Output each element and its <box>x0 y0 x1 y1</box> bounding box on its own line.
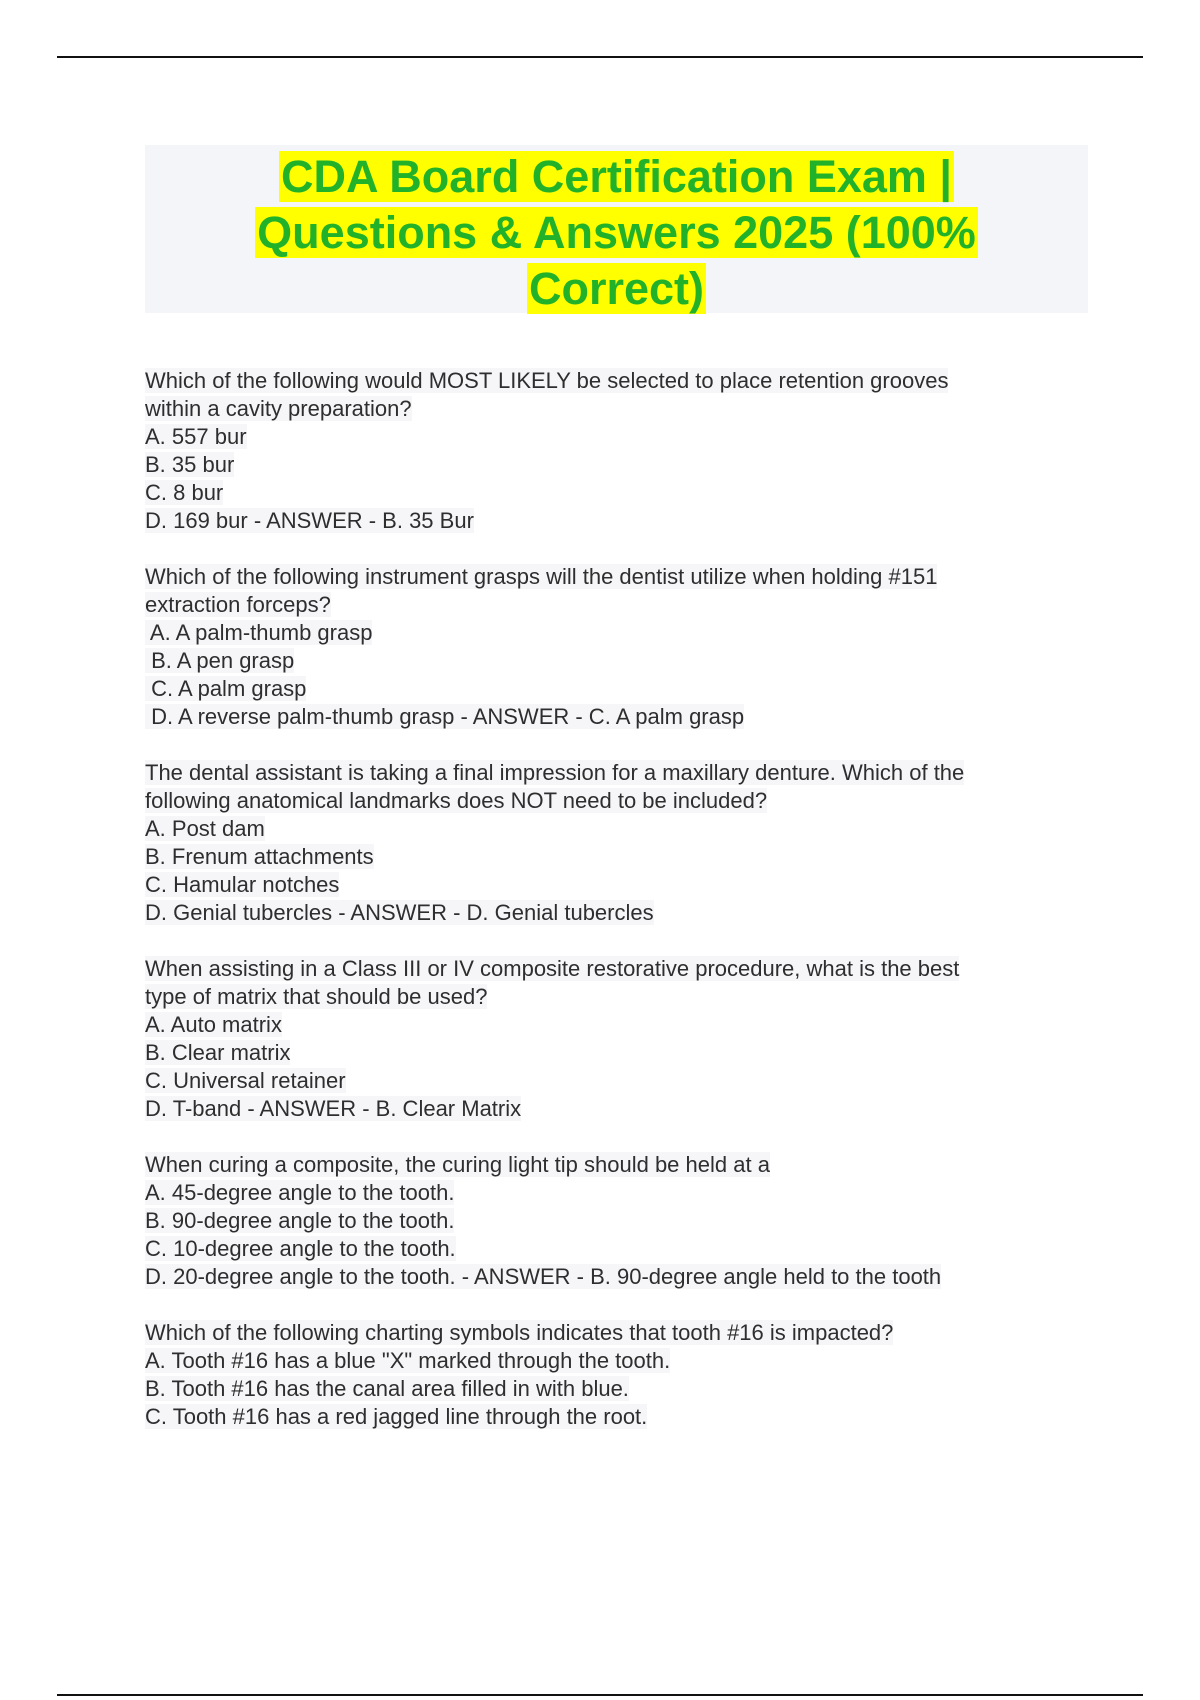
answer-option: A. A palm-thumb grasp <box>145 620 373 645</box>
answer-option: C. Universal retainer <box>145 1068 346 1093</box>
answer-option-with-answer: D. 20-degree angle to the tooth. - ANSWER - B. 90-degree angle held to the tooth <box>145 1264 942 1289</box>
title-line: CDA Board Certification Exam | <box>280 151 953 202</box>
page-title <box>145 145 1088 317</box>
question-text: Which of the following would MOST LIKELY be selected to place retention grooves <box>145 368 949 393</box>
question-block <box>145 563 1105 731</box>
title-box <box>145 145 1088 313</box>
answer-option: B. Frenum attachments <box>145 844 374 869</box>
question-block <box>145 367 1105 535</box>
answer-option-with-answer: D. Genial tubercles - ANSWER - D. Genial tubercles <box>145 900 654 925</box>
answer-option-with-answer: D. 169 bur - ANSWER - B. 35 Bur <box>145 508 474 533</box>
question-text: The dental assistant is taking a final impression for a maxillary denture. Which of the <box>145 760 965 785</box>
question-block <box>145 759 1105 927</box>
answer-option: B. Tooth #16 has the canal area filled in with blue. <box>145 1376 629 1401</box>
question-list <box>145 367 1105 1459</box>
title-line: Questions & Answers 2025 (100% <box>257 207 976 258</box>
answer-option-with-answer: D. A reverse palm-thumb grasp - ANSWER - C. A palm grasp <box>145 704 745 729</box>
title-line: Correct) <box>528 263 705 314</box>
question-text: Which of the following instrument grasps will the dentist utilize when holding #151 <box>145 564 938 589</box>
answer-option: B. 90-degree angle to the tooth. <box>145 1208 455 1233</box>
answer-option: A. Tooth #16 has a blue "X" marked through the tooth. <box>145 1348 671 1373</box>
answer-option: C. 8 bur <box>145 480 224 505</box>
answer-option: B. 35 bur <box>145 452 235 477</box>
question-text: following anatomical landmarks does NOT need to be included? <box>145 788 768 813</box>
bottom-rule <box>57 1694 1143 1696</box>
answer-option: C. Tooth #16 has a red jagged line through the root. <box>145 1404 648 1429</box>
question-block <box>145 1319 1105 1431</box>
top-rule <box>57 56 1143 58</box>
answer-option-with-answer: D. T-band - ANSWER - B. Clear Matrix <box>145 1096 522 1121</box>
question-text: When curing a composite, the curing light tip should be held at a <box>145 1152 770 1177</box>
answer-option: C. 10-degree angle to the tooth. <box>145 1236 456 1261</box>
answer-option: A. 557 bur <box>145 424 247 449</box>
answer-option: C. Hamular notches <box>145 872 340 897</box>
question-block <box>145 1151 1105 1291</box>
answer-option: A. Post dam <box>145 816 265 841</box>
answer-option: C. A palm grasp <box>145 676 307 701</box>
question-text: within a cavity preparation? <box>145 396 412 421</box>
answer-option: B. A pen grasp <box>145 648 295 673</box>
question-text: extraction forceps? <box>145 592 331 617</box>
question-text: When assisting in a Class III or IV composite restorative procedure, what is the best <box>145 956 960 981</box>
answer-option: A. Auto matrix <box>145 1012 282 1037</box>
answer-option: A. 45-degree angle to the tooth. <box>145 1180 455 1205</box>
question-text: type of matrix that should be used? <box>145 984 488 1009</box>
answer-option: B. Clear matrix <box>145 1040 291 1065</box>
question-text: Which of the following charting symbols indicates that tooth #16 is impacted? <box>145 1320 894 1345</box>
question-block <box>145 955 1105 1123</box>
